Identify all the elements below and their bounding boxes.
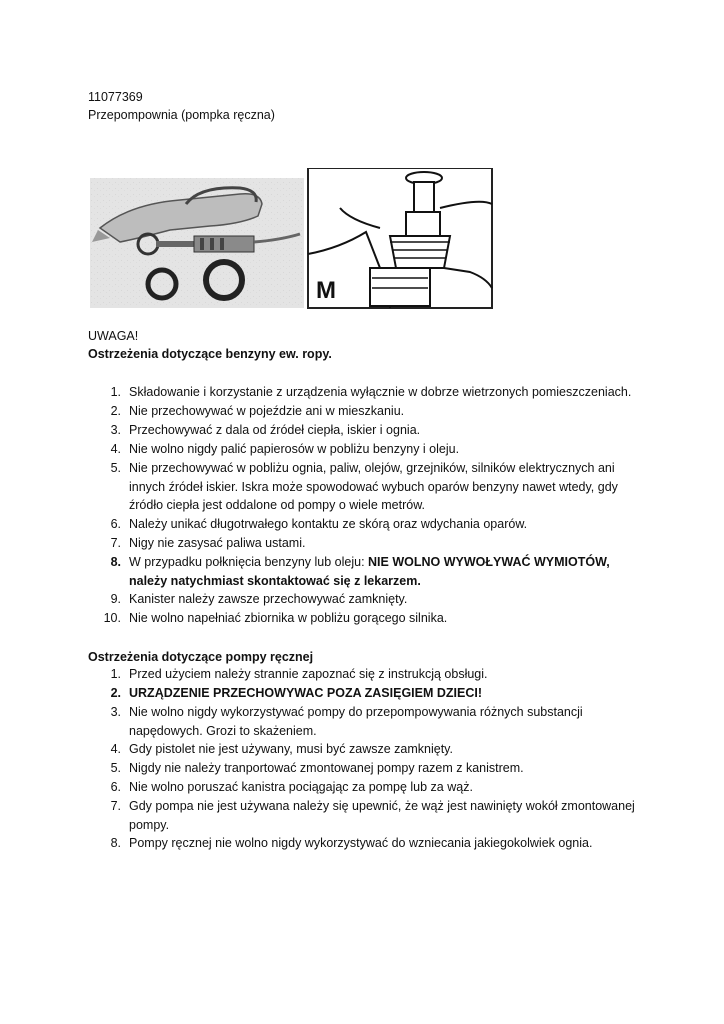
list-item bbox=[88, 759, 648, 778]
list-item-number: 6. bbox=[110, 517, 121, 531]
list-item-bold-text: URZĄDZENIE PRZECHOWYWAC POZA ZASIĘGIEM DZIECI! bbox=[129, 686, 483, 700]
list-item-text: Nie wolno napełniać zbiornika w pobliżu gorącego silnika. bbox=[129, 611, 448, 625]
list-item-text: Należy unikać długotrwałego kontaktu ze skórą oraz wdychania oparów. bbox=[129, 517, 528, 531]
list-item bbox=[88, 778, 648, 797]
pump-warnings-heading: Ostrzeżenia dotyczące pompy ręcznej bbox=[88, 650, 314, 664]
list-item-number: 7. bbox=[110, 536, 121, 550]
list-item bbox=[88, 684, 648, 703]
list-item bbox=[88, 383, 648, 402]
list-item bbox=[88, 402, 648, 421]
list-item bbox=[88, 534, 648, 553]
list-item bbox=[88, 609, 648, 628]
product-code: 11077369 bbox=[88, 90, 143, 104]
list-item bbox=[88, 703, 648, 740]
list-item bbox=[88, 421, 648, 440]
list-item bbox=[88, 665, 648, 684]
list-item-text: Przed użyciem należy strannie zapoznać się z instrukcją obsługi. bbox=[129, 667, 488, 681]
list-item-number: 7. bbox=[110, 799, 121, 813]
illustration-letter: M bbox=[316, 277, 336, 304]
list-item-number: 1. bbox=[110, 385, 121, 399]
list-item-number: 1. bbox=[110, 667, 121, 681]
list-item bbox=[88, 515, 648, 534]
list-item-text bbox=[129, 684, 648, 703]
list-item-text: Gdy pompa nie jest używana należy się upewnić, że wąż jest nawinięty wokół zmontowanej pompy. bbox=[129, 799, 635, 832]
list-item-number: 9. bbox=[110, 592, 121, 606]
list-item-number: 4. bbox=[110, 742, 121, 756]
list-item-text: Pompy ręcznej nie wolno nigdy wykorzystywać do wzniecania jakiegokolwiek ognia. bbox=[129, 836, 593, 850]
list-item-text: Składowanie i korzystanie z urządzenia wyłącznie w dobrze wietrzonych pomieszczeniach. bbox=[129, 385, 632, 399]
fuel-warnings-heading: Ostrzeżenia dotyczące benzyny ew. ropy. bbox=[88, 347, 332, 361]
list-item-number: 2. bbox=[110, 404, 121, 418]
list-item-text: Nie przechowywać w pobliżu ognia, paliw, olejów, grzejników, silników elektrycznych ani innych źródeł iskier. Iskra może spowodować wybuch oparów benzyny nawet wtedy, gdy źródło ciepła jest oddalone od pompy o wiele metrów. bbox=[129, 461, 618, 513]
list-item bbox=[88, 797, 648, 834]
list-item-number: 6. bbox=[110, 780, 121, 794]
document-title: Przepompownia (pompka ręczna) bbox=[88, 108, 275, 122]
list-item-number: 8. bbox=[110, 836, 121, 850]
list-item-number: 10. bbox=[103, 611, 121, 625]
list-item-number: 3. bbox=[110, 423, 121, 437]
pump-illustration bbox=[90, 168, 494, 310]
list-item-number: 8. bbox=[110, 555, 121, 569]
pump-drawing bbox=[308, 168, 492, 308]
list-item bbox=[88, 834, 648, 853]
list-item bbox=[88, 440, 648, 459]
list-item bbox=[88, 459, 648, 515]
list-item-bold-text: NIE WOLNO WYWOŁYWAĆ WYMIOTÓW, należy natychmiast skontaktować się z lekarzem. bbox=[129, 555, 610, 588]
list-item-text: Nie wolno nigdy palić papierosów w pobliżu benzyny i oleju. bbox=[129, 442, 460, 456]
list-item bbox=[88, 590, 648, 609]
list-item-number: 3. bbox=[110, 705, 121, 719]
list-item bbox=[88, 740, 648, 759]
list-item-text: Nigy nie zasysać paliwa ustami. bbox=[129, 536, 306, 550]
list-item-text: W przypadku połknięcia benzyny lub oleju: NIE WOLNO WYWOŁYWAĆ WYMIOTÓW, należy natychmiast skontaktować się z lekarzem. bbox=[129, 555, 610, 588]
list-item-text: Nigdy nie należy tranportować zmontowanej pompy razem z kanistrem. bbox=[129, 761, 524, 775]
list-item-number: 4. bbox=[110, 442, 121, 456]
list-item-text: Nie wolno poruszać kanistra pociągając za pompę lub za wąż. bbox=[129, 780, 473, 794]
list-item-number: 5. bbox=[110, 761, 121, 775]
list-item-number: 5. bbox=[110, 461, 121, 475]
list-item-text: Gdy pistolet nie jest używany, musi być zawsze zamknięty. bbox=[129, 742, 453, 756]
pump-photo bbox=[90, 178, 304, 308]
warning-heading: UWAGA! bbox=[88, 329, 139, 343]
list-item-text: Kanister należy zawsze przechowywać zamknięty. bbox=[129, 592, 408, 606]
list-item-number: 2. bbox=[110, 686, 121, 700]
list-item-text: Nie przechowywać w pojeździe ani w mieszkaniu. bbox=[129, 404, 405, 418]
list-item-text: Przechowywać z dala od źródeł ciepła, iskier i ognia. bbox=[129, 423, 421, 437]
list-item bbox=[88, 553, 648, 590]
list-item-text: Nie wolno nigdy wykorzystywać pompy do przepompowywania różnych substancji napędowych. Grozi to skażeniem. bbox=[129, 705, 583, 738]
